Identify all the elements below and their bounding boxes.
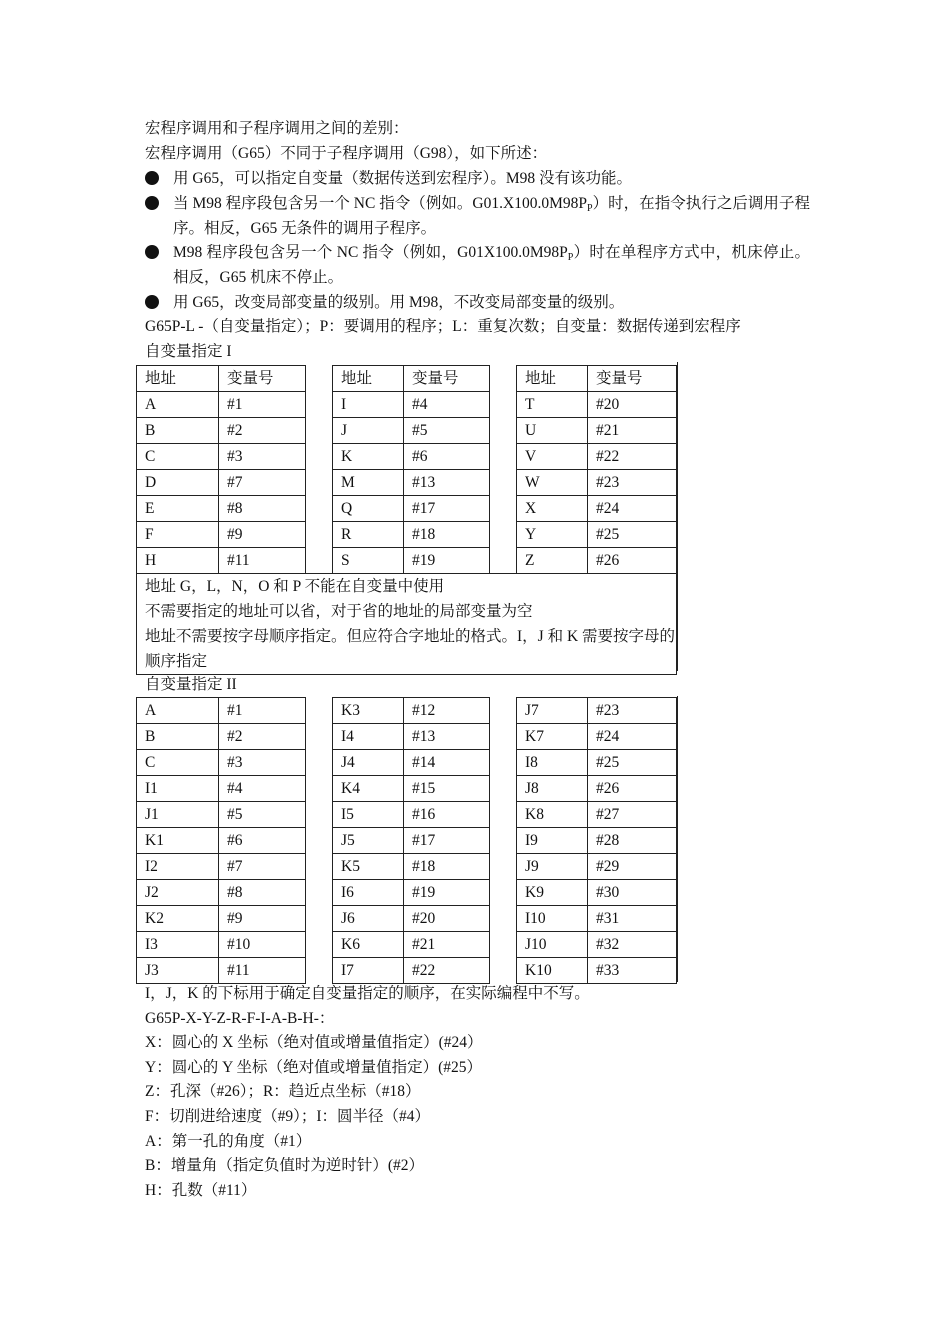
variable-cell: #32 (588, 932, 677, 958)
table-row (137, 470, 677, 496)
parameter-line: Y：圆心的 Y 坐标（绝对值或增量值指定）(#25） (145, 1058, 482, 1076)
variable-cell: #6 (219, 828, 306, 854)
parameter-line: B：增量角（指定负值时为逆时针）(#2） (145, 1157, 425, 1175)
bullet-text-part: ）时在单程序方式中，机床停止。相反，G65 机床不停止。 (173, 244, 810, 286)
variable-cell: #19 (404, 548, 490, 574)
variable-cell: #12 (404, 698, 490, 724)
address-cell: K (333, 444, 404, 470)
table2-caption: 自变量指定 II (145, 676, 237, 693)
parameter-line: F：切削进给速度（#9）；I：圆半径（#4） (145, 1108, 431, 1125)
bullet-text-part: M98 程序段包含另一个 NC 指令（例如，G01X100.0M98P (173, 244, 568, 261)
column-gap (490, 750, 517, 776)
column-gap (306, 496, 333, 522)
bullet-dot-icon (145, 295, 159, 309)
address-cell: J5 (333, 828, 404, 854)
address-cell: K4 (333, 776, 404, 802)
variable-cell: #30 (588, 880, 677, 906)
bullet-text (173, 240, 810, 290)
table-notes-row (137, 574, 677, 675)
table-row (137, 522, 677, 548)
column-gap (490, 880, 517, 906)
variable-cell: #3 (219, 444, 306, 470)
bullet-dot-icon (145, 171, 159, 185)
address-cell: I2 (137, 854, 219, 880)
variable-cell: #14 (404, 750, 490, 776)
variable-cell: #16 (404, 802, 490, 828)
column-gap (306, 802, 333, 828)
column-gap (306, 698, 333, 724)
variable-cell: #13 (404, 470, 490, 496)
address-cell: M (333, 470, 404, 496)
bullet-dot-icon (145, 196, 159, 210)
column-gap (306, 444, 333, 470)
address-cell: J (333, 418, 404, 444)
variable-cell: #11 (219, 958, 306, 984)
variable-cell: #29 (588, 854, 677, 880)
heading-line: 宏程序调用和子程序调用之间的差别： (145, 120, 409, 137)
address-cell: Y (517, 522, 588, 548)
table-row (137, 750, 677, 776)
header-cell: 变量号 (404, 366, 490, 392)
variable-cell: #23 (588, 470, 677, 496)
table-notes (137, 574, 677, 675)
address-cell: I9 (517, 828, 588, 854)
column-gap (490, 854, 517, 880)
column-gap (490, 958, 517, 984)
table-row (137, 724, 677, 750)
address-cell: K5 (333, 854, 404, 880)
variable-cell: #26 (588, 776, 677, 802)
bullet-text-part: ）时，在指令执行之后调用子程序。相反，G65 无条件的调用子程序。 (173, 195, 810, 237)
column-gap (490, 366, 517, 392)
address-cell: I1 (137, 776, 219, 802)
variable-cell: #4 (404, 392, 490, 418)
variable-cell: #33 (588, 958, 677, 984)
table-row (137, 496, 677, 522)
address-cell: J1 (137, 802, 219, 828)
variable-cell: #5 (219, 802, 306, 828)
table-row (137, 776, 677, 802)
table-row (137, 932, 677, 958)
note-line: 不需要指定的地址可以省，对于省的地址的局部变量为空 (145, 603, 533, 620)
bullet-item (145, 166, 810, 191)
address-cell: K9 (517, 880, 588, 906)
g65-syntax-line: G65P-L -（自变量指定）；P：要调用的程序；L：重复次数；自变量：数据传递到宏程序 (145, 318, 741, 335)
variable-cell: #26 (588, 548, 677, 574)
variable-cell: #20 (588, 392, 677, 418)
address-cell: H (137, 548, 219, 574)
address-cell: I6 (333, 880, 404, 906)
variable-cell: #23 (588, 698, 677, 724)
variable-cell: #19 (404, 880, 490, 906)
table-row (137, 392, 677, 418)
column-gap (306, 854, 333, 880)
column-gap (306, 906, 333, 932)
column-gap (306, 750, 333, 776)
address-cell: B (137, 724, 219, 750)
address-cell: K1 (137, 828, 219, 854)
parameter-line: X：圆心的 X 坐标（绝对值或增量值指定）(#24） (145, 1034, 483, 1052)
variable-cell: #1 (219, 698, 306, 724)
variable-cell: #8 (219, 880, 306, 906)
column-gap (490, 444, 517, 470)
variable-cell: #4 (219, 776, 306, 802)
column-gap (306, 392, 333, 418)
intro-line: 宏程序调用（G65）不同于子程序调用（G98），如下所述： (145, 145, 548, 162)
address-cell: E (137, 496, 219, 522)
subscript-note-line: I，J，K 的下标用于确定自变量指定的顺序，在实际编程中不写。 (145, 985, 590, 1002)
variable-cell: #6 (404, 444, 490, 470)
variable-cell: #2 (219, 724, 306, 750)
column-gap (306, 418, 333, 444)
column-gap (306, 548, 333, 574)
column-gap (490, 496, 517, 522)
address-cell: K6 (333, 932, 404, 958)
variable-cell: #18 (404, 522, 490, 548)
table-row (137, 548, 677, 574)
address-cell: J10 (517, 932, 588, 958)
address-cell: J7 (517, 698, 588, 724)
variable-cell: #10 (219, 932, 306, 958)
address-cell: A (137, 698, 219, 724)
column-gap (490, 548, 517, 574)
variable-cell: #9 (219, 522, 306, 548)
parameter-line: Z：孔深（#26）；R：趋近点坐标（#18） (145, 1083, 421, 1101)
address-cell: I (333, 392, 404, 418)
variable-cell: #21 (404, 932, 490, 958)
table-header-row (137, 366, 677, 392)
table1-caption: 自变量指定 I (145, 343, 232, 360)
variable-cell: #15 (404, 776, 490, 802)
column-gap (306, 366, 333, 392)
address-cell: K10 (517, 958, 588, 984)
bullet-dot-icon (145, 245, 159, 259)
variable-cell: #9 (219, 906, 306, 932)
variable-cell: #24 (588, 496, 677, 522)
column-gap (490, 470, 517, 496)
variable-cell: #24 (588, 724, 677, 750)
table-row (137, 880, 677, 906)
address-cell: J8 (517, 776, 588, 802)
address-cell: D (137, 470, 219, 496)
table-row (137, 698, 677, 724)
variable-cell: #2 (219, 418, 306, 444)
address-cell: J4 (333, 750, 404, 776)
address-cell: K7 (517, 724, 588, 750)
parameter-line: H：孔数（#11） (145, 1181, 257, 1199)
address-cell: U (517, 418, 588, 444)
variable-cell: #27 (588, 802, 677, 828)
variable-cell: #7 (219, 470, 306, 496)
column-gap (306, 880, 333, 906)
address-cell: J2 (137, 880, 219, 906)
address-cell: I7 (333, 958, 404, 984)
address-cell: I10 (517, 906, 588, 932)
address-cell: S (333, 548, 404, 574)
variable-cell: #17 (404, 828, 490, 854)
variable-cell: #13 (404, 724, 490, 750)
note-line: 地址 G，L，N，O 和 P 不能在自变量中使用 (145, 578, 445, 595)
variable-cell: #7 (219, 854, 306, 880)
address-cell: J9 (517, 854, 588, 880)
g65-bolt-hole-syntax: G65P-X-Y-Z-R-F-I-A-B-H-： (145, 1009, 335, 1027)
address-cell: V (517, 444, 588, 470)
column-gap (490, 906, 517, 932)
address-cell: W (517, 470, 588, 496)
variable-cell: #3 (219, 750, 306, 776)
variable-cell: #25 (588, 750, 677, 776)
column-gap (490, 724, 517, 750)
table-row (137, 906, 677, 932)
variable-cell: #25 (588, 522, 677, 548)
bullet-text (173, 191, 810, 241)
table-row (137, 802, 677, 828)
column-gap (306, 776, 333, 802)
address-cell: J3 (137, 958, 219, 984)
table2-right-rule (677, 696, 678, 982)
variable-cell: #31 (588, 906, 677, 932)
bullet-item (145, 290, 810, 315)
bullet-text-part: 当 M98 程序段包含另一个 NC 指令（例如。G01.X100.0M98P (173, 195, 587, 212)
variable-cell: #28 (588, 828, 677, 854)
address-cell: A (137, 392, 219, 418)
address-cell: J6 (333, 906, 404, 932)
address-cell: I4 (333, 724, 404, 750)
variable-cell: #17 (404, 496, 490, 522)
address-cell: I8 (517, 750, 588, 776)
column-gap (490, 418, 517, 444)
variable-cell: #11 (219, 548, 306, 574)
address-cell: F (137, 522, 219, 548)
variable-cell: #5 (404, 418, 490, 444)
bullet-item (145, 191, 810, 241)
address-cell: K3 (333, 698, 404, 724)
header-cell: 地址 (137, 366, 219, 392)
address-cell: X (517, 496, 588, 522)
table-row (137, 854, 677, 880)
header-cell: 地址 (517, 366, 588, 392)
bullet-text: 用 G65，改变局部变量的级别。用 M98，不改变局部变量的级别。 (173, 294, 625, 311)
variable-cell: #21 (588, 418, 677, 444)
table-row (137, 444, 677, 470)
header-cell: 地址 (333, 366, 404, 392)
subscript: P (586, 203, 593, 214)
address-cell: K8 (517, 802, 588, 828)
column-gap (306, 724, 333, 750)
variable-cell: #18 (404, 854, 490, 880)
header-cell: 变量号 (588, 366, 677, 392)
bullet-text: 用 G65，可以指定自变量（数据传送到宏程序）。M98 没有该功能。 (173, 170, 632, 187)
table-row (137, 958, 677, 984)
table-row (137, 828, 677, 854)
address-cell: T (517, 392, 588, 418)
variable-cell: #22 (588, 444, 677, 470)
column-gap (490, 698, 517, 724)
header-cell: 变量号 (219, 366, 306, 392)
column-gap (306, 470, 333, 496)
table1-right-rule (677, 362, 678, 671)
address-cell: K2 (137, 906, 219, 932)
address-cell: Z (517, 548, 588, 574)
argument-table-2 (136, 697, 677, 984)
parameter-line: A：第一孔的角度（#1） (145, 1132, 312, 1150)
column-gap (490, 522, 517, 548)
note-line: 地址不需要按字母顺序指定。但应符合字地址的格式。I，J 和 K 需要按字母的顺序指定 (145, 628, 676, 670)
variable-cell: #20 (404, 906, 490, 932)
column-gap (306, 958, 333, 984)
column-gap (306, 522, 333, 548)
column-gap (490, 828, 517, 854)
table-row (137, 418, 677, 444)
subscript: P (567, 252, 574, 263)
column-gap (490, 802, 517, 828)
variable-cell: #1 (219, 392, 306, 418)
address-cell: Q (333, 496, 404, 522)
variable-cell: #8 (219, 496, 306, 522)
variable-cell: #22 (404, 958, 490, 984)
address-cell: B (137, 418, 219, 444)
column-gap (490, 776, 517, 802)
address-cell: R (333, 522, 404, 548)
column-gap (490, 932, 517, 958)
bullet-item (145, 240, 810, 290)
address-cell: C (137, 444, 219, 470)
column-gap (490, 392, 517, 418)
address-cell: I3 (137, 932, 219, 958)
address-cell: I5 (333, 802, 404, 828)
argument-table-1 (136, 365, 677, 675)
column-gap (306, 932, 333, 958)
column-gap (306, 828, 333, 854)
address-cell: C (137, 750, 219, 776)
